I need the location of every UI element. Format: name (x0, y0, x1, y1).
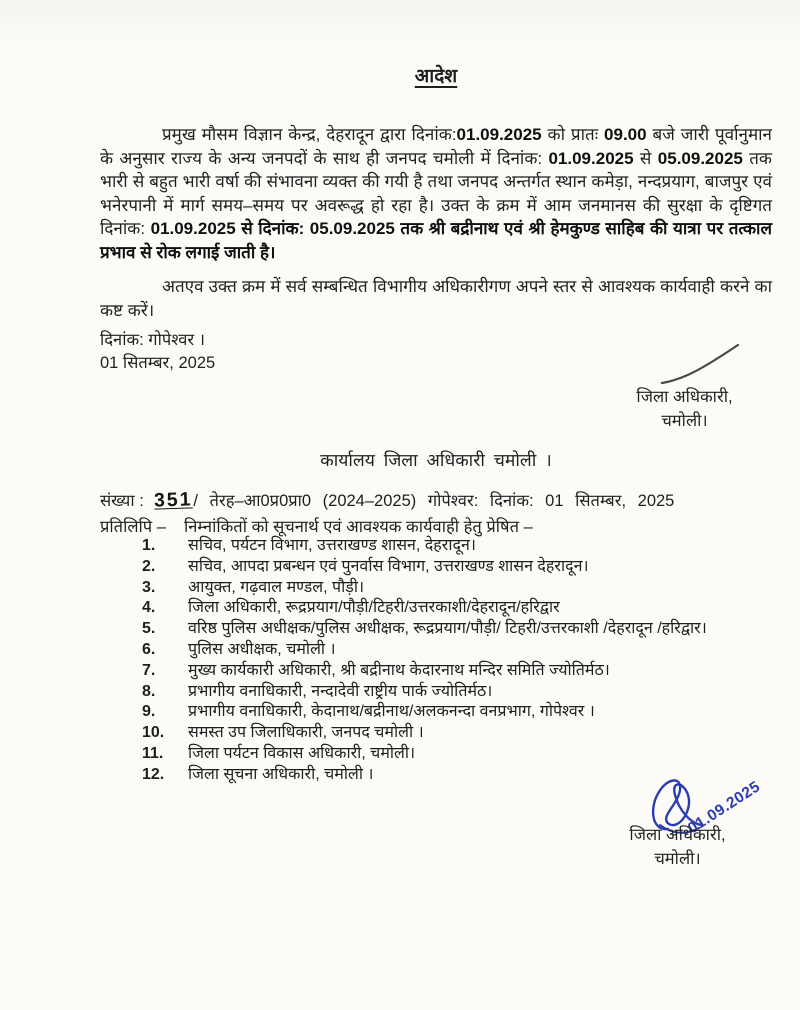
distribution-list-item (100, 557, 772, 578)
distribution-list-item (100, 744, 772, 765)
copy-label: प्रतिलिपि – (100, 518, 166, 536)
item-text: सचिव, आपदा प्रबन्धन एवं पुनर्वास विभाग, उत्तराखण्ड शासन देहरादून। (188, 557, 589, 575)
place-date-block (100, 329, 215, 374)
signatory-block-bottom (600, 823, 755, 871)
paragraph-segment: से (633, 148, 658, 168)
distribution-list-item (100, 682, 772, 703)
item-text: प्रभागीय वनाधिकारी, नन्दादेवी राष्ट्रीय पार्क ज्योतिर्मठ। (188, 682, 493, 700)
item-number: 5. (142, 620, 156, 638)
date-line: 01 सितम्बर, 2025 (100, 353, 216, 372)
distribution-list-item (100, 619, 772, 640)
handwritten-serial-number: 351 (153, 488, 193, 512)
item-text: जिला सूचना अधिकारी, चमोली । (188, 765, 374, 783)
signatory-place: चमोली। (661, 412, 708, 430)
distribution-list-item (100, 723, 772, 744)
distribution-list-item (100, 661, 772, 682)
item-text: पुलिस अधीक्षक, चमोली । (188, 640, 336, 658)
signatory-place: चमोली। (654, 850, 701, 868)
office-heading: कार्यालय जिला अधिकारी चमोली । (320, 450, 552, 470)
item-text: समस्त उप जिलाधिकारी, जनपद चमोली । (188, 724, 424, 742)
item-text: सचिव, पर्यटन विभाग, उत्तराखण्ड शासन, देहरादून। (188, 537, 476, 554)
order-paragraph-2: अतएव उक्त क्रम में सर्व सम्बन्धित विभागीय अधिकारीगण अपने स्तर से आवश्यक कार्यवाही करने का कष्ट करें। (100, 277, 772, 320)
item-number: 12. (142, 765, 165, 783)
distribution-list-item (100, 702, 772, 723)
place-line: दिनांक: गोपेश्वर । (100, 331, 206, 349)
distribution-list-item (100, 536, 772, 557)
item-text: आयुक्त, गढ़वाल मण्डल, पौड़ी। (188, 578, 365, 596)
order-title (100, 62, 772, 88)
paragraph-segment: प्रमुख मौसम विज्ञान केन्द्र, देहरादून द्वारा दिनांक: (162, 125, 457, 144)
item-number: 3. (142, 578, 156, 596)
distribution-list-item (100, 578, 772, 599)
paragraph-segment: बजे जारी पूर्वानुमान के अनुसार राज्य के अन्य जनपदों के साथ ही जनपद चमोली में दिनांक: (100, 125, 772, 168)
reference-number-line (100, 488, 772, 512)
item-number: 7. (142, 661, 156, 679)
item-number: 6. (142, 640, 156, 658)
item-text: प्रभागीय वनाधिकारी, केदानाथ/बद्रीनाथ/अलकनन्दा वनप्रभाग, गोपेश्वर । (188, 703, 595, 721)
order-paragraph-1 (100, 123, 772, 264)
signatory-title: जिला अधिकारी, (629, 826, 726, 844)
paragraph-segment: तक भारी से बहुत भारी वर्षा की संभावना व्यक्त की गयी है तथा जनपद अन्तर्गत स्थान कमेड़ा, नन्दप्रयाग, बाजपुर एवं भनेरपानी में मार्ग समय–समय पर अवरूद्ध हो रहा है। उक्त के क्रम में आम जनमानस की सुरक्षा के दृष्टिगत दिनांक: (100, 148, 772, 238)
signature-stroke (658, 342, 742, 388)
item-text: वरिष्ठ पुलिस अधीक्षक/पुलिस अधीक्षक, रूद्रप्रयाग/पौड़ी/ टिहरी/उत्तरकाशी /देहरादून /हरिद्वार। (188, 620, 707, 638)
item-text: जिला अधिकारी, रूद्रप्रयाग/पौड़ी/टिहरी/उत्तरकाशी/देहरादून/हरिद्वार (188, 599, 560, 617)
copy-text: निम्नांकितों को सूचनार्थ एवं आवश्यक कार्यवाही हेतु प्रेषित – (183, 518, 533, 536)
order-title-text: आदेश (414, 66, 458, 87)
scan-artifact (0, 0, 800, 46)
paragraph-segment: 01.09.2025 (548, 148, 634, 168)
handwritten-signature-date: 01.09.2025 (684, 778, 764, 838)
signatory-block-top (612, 385, 757, 433)
item-number: 10. (142, 724, 165, 742)
ref-rest: / तेरह–आ0प्र0प्रा0 (2024–2025) गोपेश्वर: दिनांक: 01 सितम्बर, 2025 (193, 492, 675, 510)
distribution-list-item (100, 640, 772, 661)
item-number: 2. (142, 557, 156, 575)
paragraph-segment: 09.00 (604, 125, 647, 144)
distribution-list (100, 536, 772, 786)
item-text: जिला पर्यटन विकास अधिकारी, चमोली। (188, 744, 416, 762)
item-number: 4. (142, 599, 156, 617)
ref-label: संख्या : (100, 492, 144, 510)
item-number: 8. (142, 682, 156, 700)
paragraph-segment: 05.09.2025 (657, 148, 743, 168)
distribution-list-item (100, 598, 772, 619)
paragraph-segment: को प्रातः (541, 125, 605, 144)
paragraph-segment: 01.09.2025 से दिनांक: 05.09.2025 तक श्री बद्रीनाथ एवं श्री हेमकुण्ड साहिब की यात्रा पर तत्काल प्रभाव से रोक लगाई जाती है। (100, 219, 772, 262)
item-text: मुख्य कार्यकारी अधिकारी, श्री बद्रीनाथ केदारनाथ मन्दिर समिति ज्योतिर्मठ। (188, 661, 610, 679)
item-number: 11. (142, 744, 164, 762)
item-number: 9. (142, 703, 156, 721)
copy-to-line (100, 514, 533, 537)
item-number: 1. (142, 537, 156, 554)
signatory-title: जिला अधिकारी, (636, 388, 733, 406)
paragraph-segment: 01.09.2025 (456, 125, 542, 144)
